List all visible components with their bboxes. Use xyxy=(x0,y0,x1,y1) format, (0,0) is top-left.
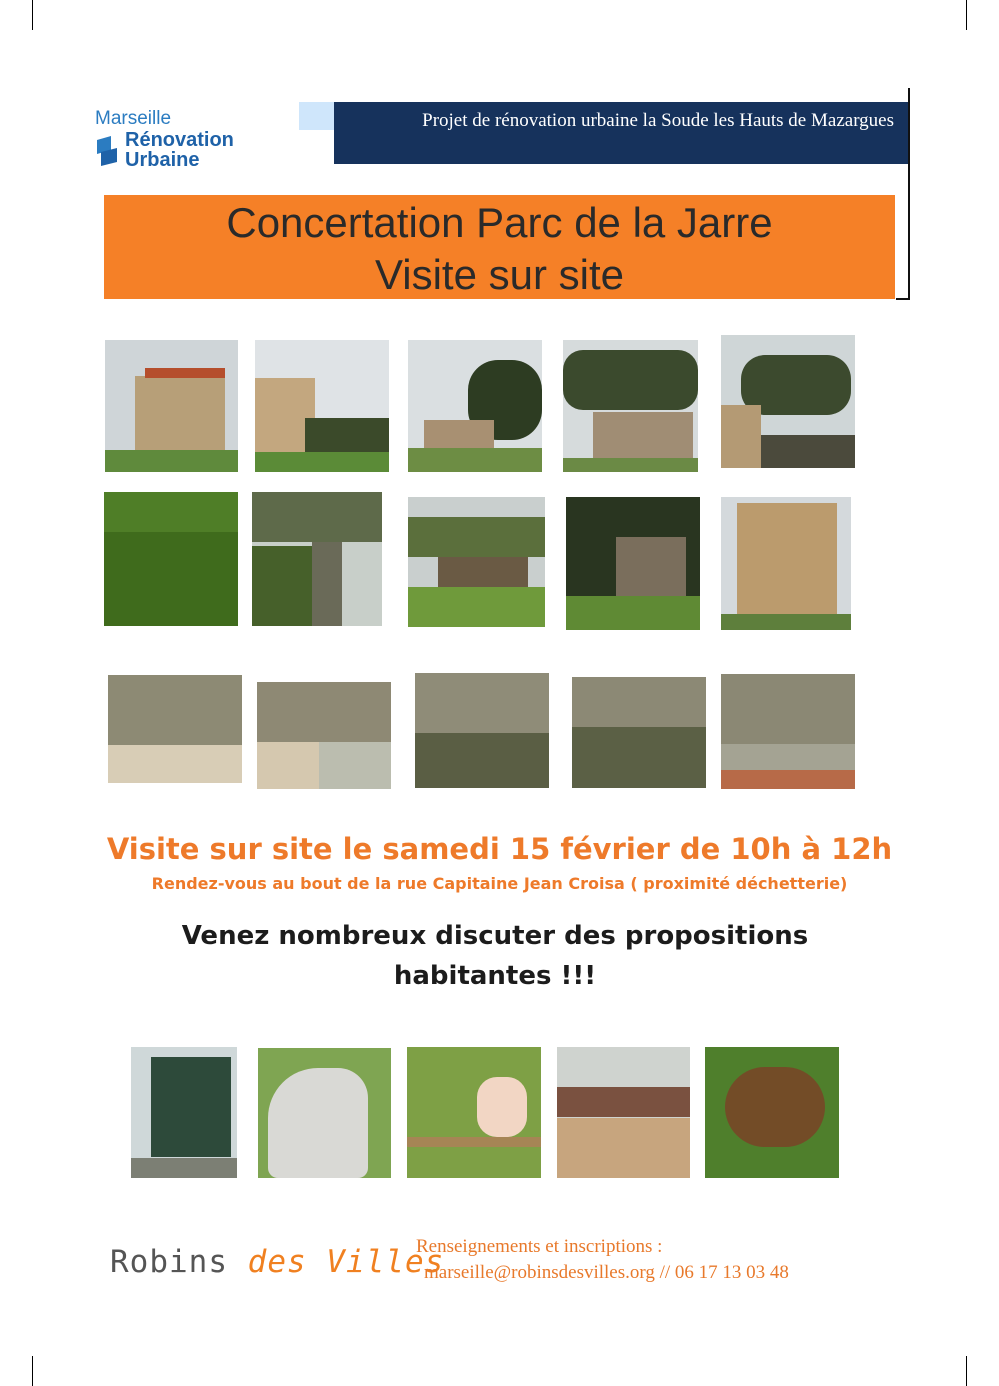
frame-line xyxy=(908,88,910,300)
invitation-line-2: habitantes !!! xyxy=(393,961,597,991)
crop-mark xyxy=(32,0,33,30)
contact-details: marseille@robinsdesvilles.org // 06 17 13 03 48 xyxy=(424,1262,789,1283)
invitation-line-1: Venez nombreux discuter des propositions xyxy=(181,921,809,951)
site-photo xyxy=(408,340,542,472)
site-photo xyxy=(105,340,238,472)
proposal-photo xyxy=(131,1047,237,1178)
mountain-photo xyxy=(257,682,391,789)
invitation xyxy=(150,916,840,996)
brand-part-2: des Villes xyxy=(247,1244,445,1280)
title-banner xyxy=(104,195,895,299)
proposal-photo xyxy=(407,1047,541,1178)
crop-mark xyxy=(32,1356,33,1386)
proposal-photo xyxy=(557,1047,690,1178)
site-photo xyxy=(721,497,851,630)
proposal-photo xyxy=(705,1047,839,1178)
logo-city: Marseille xyxy=(95,108,172,129)
brand-part-1: Robins xyxy=(110,1244,228,1280)
proposal-photo xyxy=(258,1048,391,1178)
site-photo xyxy=(721,335,855,468)
crop-mark xyxy=(966,1356,967,1386)
frame-line xyxy=(896,298,910,300)
logo-mark-icon xyxy=(97,136,123,170)
info-label: Renseignements et inscriptions : xyxy=(416,1236,663,1257)
title-line-1: Concertation Parc de la Jarre xyxy=(226,199,773,246)
mountain-photo xyxy=(108,675,242,783)
site-photo xyxy=(252,492,382,626)
project-title: Projet de rénovation urbaine la Soude les Hauts de Mazargues xyxy=(422,110,894,131)
meeting-point: Rendez-vous au bout de la rue Capitaine Jean Croisa ( proximité déchetterie) xyxy=(151,874,848,893)
visit-headline: Visite sur site le samedi 15 février de 10h à 12h xyxy=(106,832,893,866)
mountain-photo xyxy=(572,677,706,788)
site-photo xyxy=(566,497,700,630)
project-banner xyxy=(334,102,908,164)
marseille-renovation-logo xyxy=(95,108,295,178)
mountain-photo xyxy=(721,674,855,789)
contact-block xyxy=(416,1234,789,1286)
mountain-photo xyxy=(415,673,549,788)
title-line-2: Visite sur site xyxy=(375,251,624,298)
crop-mark xyxy=(966,0,967,30)
site-photo xyxy=(408,497,545,627)
site-photo xyxy=(104,492,238,626)
site-photo xyxy=(563,340,698,472)
logo-title: Rénovation Urbaine xyxy=(125,129,234,171)
site-photo xyxy=(255,340,389,472)
robins-des-villes-logo xyxy=(110,1244,444,1278)
